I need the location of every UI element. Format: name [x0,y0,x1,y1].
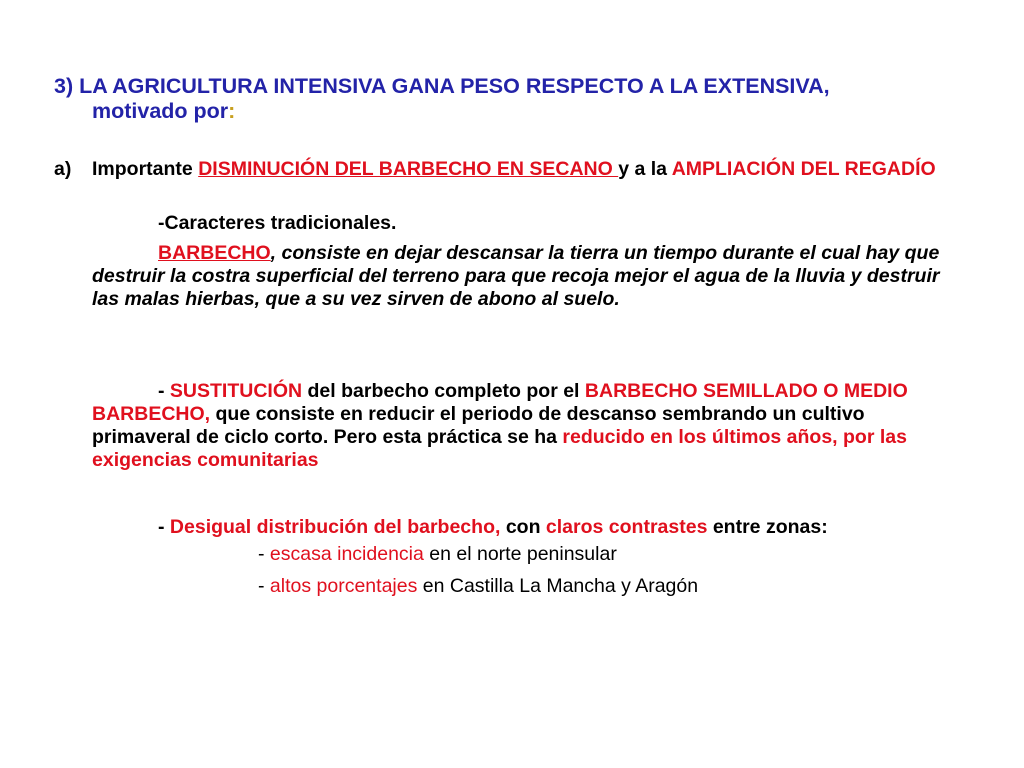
slide-title [54,74,954,124]
contrastes-term: claros contrastes [545,516,708,538]
barbecho-term: BARBECHO [158,242,271,264]
sustitucion-paragraph: - SUSTITUCIÓN del barbecho completo por el BARBECHO SEMILLADO O MEDIO BARBECHO, que consiste en reducir el periodo de descanso sembrando un cultivo primaveral de ciclo corto. Pero esta práctica se ha reducido en los últimos años, por las exigencias comunitarias [92,380,908,471]
desigual-paragraph: - Desigual distribución del barbecho, con claros contrastes entre zonas: [158,516,828,538]
point-a-marker: a) [54,158,72,180]
barbecho-secano-highlight: DISMINUCIÓN DEL BARBECHO EN SECANO [198,158,619,180]
title-line-1: 3) LA AGRICULTURA INTENSIVA GANA PESO RESPECTO A LA EXTENSIVA, [54,74,830,98]
point-a-text: Importante DISMINUCIÓN DEL BARBECHO EN SECANO y a la AMPLIACIÓN DEL REGADÍO [92,158,936,180]
barbecho-semillado-term: BARBECHO SEMILLADO O MEDIO BARBECHO, [92,380,908,425]
regadio-highlight: AMPLIACIÓN DEL REGADÍO [671,158,936,180]
title-line-2: motivado por: [92,99,236,123]
zona-item-norte: - escasa incidencia en el norte peninsular [258,543,617,565]
reducido-highlight: reducido en los últimos años, por las exigencias comunitarias [92,426,907,471]
desigual-term: Desigual distribución del barbecho, [169,516,501,538]
sustitucion-term: SUSTITUCIÓN [169,380,303,402]
barbecho-definition: BARBECHO, consiste en dejar descansar la tierra un tiempo durante el cual hay que destruir la costra superficial del terreno para que recoja mejor el agua de la lluvia y destruir las malas hierbas, que a su vez sirven de abono al suelo. [92,242,940,310]
caracteres-heading: -Caracteres tradicionales. [158,212,397,234]
zona-item-castilla: - altos porcentajes en Castilla La Mancha y Aragón [258,575,699,597]
